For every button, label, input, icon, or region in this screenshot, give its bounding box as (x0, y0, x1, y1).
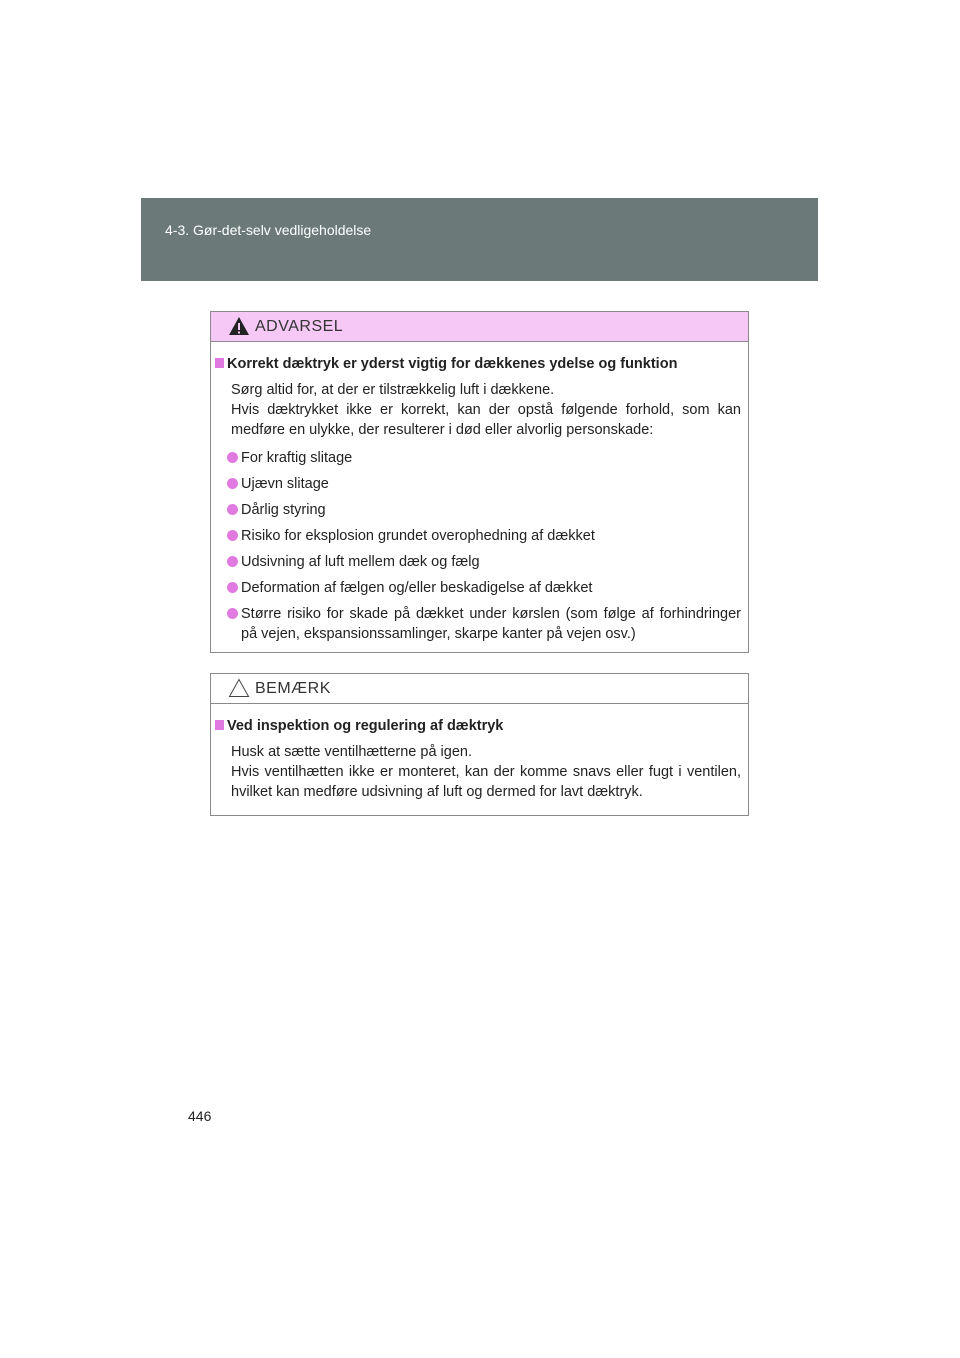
caution-triangle-outline-icon (228, 678, 250, 698)
warning-paragraph (231, 380, 741, 440)
list-item: Større risiko for skade på dækket under kørslen (som følge af forhindringer på vejen, ekspansionssamlinger, skarpe kanter på vejen osv.) (211, 604, 741, 644)
warning-box (210, 311, 749, 653)
bullet-dot-icon (227, 530, 238, 541)
notice-section-title-text: Ved inspektion og regulering af dæktryk (227, 718, 504, 734)
warning-para-1: Sørg altid for, at der er tilstrækkelig luft i dækkene. (231, 382, 555, 398)
warning-consequence-list (211, 448, 741, 644)
bullet-dot-icon (227, 582, 238, 593)
warning-para-2: Hvis dæktrykket ikke er korrekt, kan der opstå følgende forhold, som kan medføre en ulykke, der resulterer i død eller alvorlig personskade: (231, 402, 741, 438)
warning-section-title (211, 356, 748, 372)
notice-section-title (211, 718, 748, 734)
list-item: Ujævn slitage (211, 474, 741, 494)
warning-triangle-icon (228, 316, 250, 336)
list-item: For kraftig slitage (211, 448, 741, 468)
notice-label: BEMÆRK (255, 680, 331, 697)
bullet-dot-icon (227, 608, 238, 619)
bullet-dot-icon (227, 504, 238, 515)
section-title: 4-3. Gør-det-selv vedligeholdelse (165, 222, 372, 238)
warning-section-title-text: Korrekt dæktryk er yderst vigtig for dækkenes ydelse og funktion (227, 356, 678, 372)
warning-box-header (211, 312, 748, 342)
list-item: Risiko for eksplosion grundet overophedning af dækket (211, 526, 741, 546)
square-bullet-icon (215, 358, 224, 368)
notice-box (210, 673, 749, 816)
notice-box-header (211, 674, 748, 704)
list-item: Udsivning af luft mellem dæk og fælg (211, 552, 741, 572)
bullet-dot-icon (227, 452, 238, 463)
bullet-dot-icon (227, 556, 238, 567)
notice-para-2: Hvis ventilhætten ikke er monteret, kan der komme snavs eller fugt i ventilen, hvilket kan medføre udsivning af luft og dermed for lavt dæktryk. (231, 764, 741, 800)
warning-label: ADVARSEL (255, 318, 344, 335)
list-item: Deformation af fælgen og/eller beskadigelse af dækket (211, 578, 741, 598)
square-bullet-icon (215, 720, 224, 730)
notice-paragraph (231, 742, 741, 802)
list-item: Dårlig styring (211, 500, 741, 520)
page-number: 446 (188, 1108, 212, 1124)
bullet-dot-icon (227, 478, 238, 489)
notice-para-1: Husk at sætte ventilhætterne på igen. (231, 744, 472, 760)
section-header-band (141, 198, 818, 281)
